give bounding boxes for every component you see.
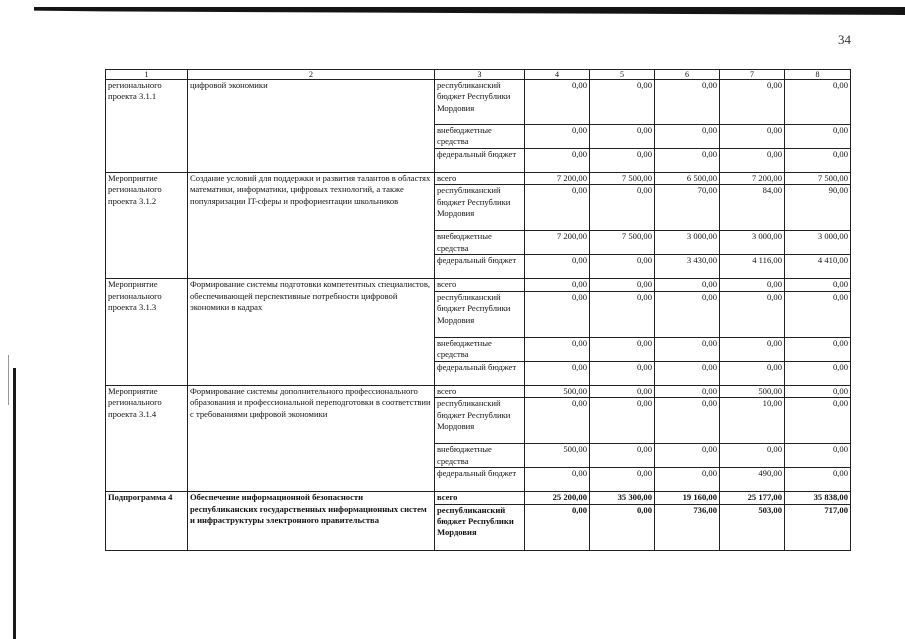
amount-cell: 7 200,00 bbox=[720, 173, 785, 185]
header-cell: 5 bbox=[590, 70, 655, 80]
amount-cell: 500,00 bbox=[525, 385, 590, 397]
header-cell: 8 bbox=[785, 70, 851, 80]
funding-source-cell: республиканский бюджет Республики Мордовия bbox=[435, 291, 525, 337]
amount-cell: 0,00 bbox=[785, 468, 851, 492]
amount-cell: 0,00 bbox=[720, 291, 785, 337]
amount-cell: 3 430,00 bbox=[655, 255, 720, 279]
amount-cell: 0,00 bbox=[785, 80, 851, 125]
funding-source-cell: всего bbox=[435, 279, 525, 291]
amount-cell: 0,00 bbox=[590, 291, 655, 337]
header-cell: 3 bbox=[435, 70, 525, 80]
amount-cell: 0,00 bbox=[785, 291, 851, 337]
amount-cell: 70,00 bbox=[655, 185, 720, 231]
amount-cell: 0,00 bbox=[525, 255, 590, 279]
scan-left-mark bbox=[8, 355, 9, 405]
amount-cell: 0,00 bbox=[655, 80, 720, 125]
amount-cell: 500,00 bbox=[525, 444, 590, 468]
amount-cell: 3 000,00 bbox=[655, 231, 720, 255]
activity-name-cell: регионального проекта 3.1.1 bbox=[106, 80, 188, 173]
amount-cell: 0,00 bbox=[525, 504, 590, 550]
funding-source-cell: республиканский бюджет Республики Мордовия bbox=[435, 185, 525, 231]
scan-top-border bbox=[34, 7, 905, 15]
budget-table bbox=[105, 69, 851, 551]
header-cell: 1 bbox=[106, 70, 188, 80]
amount-cell: 0,00 bbox=[720, 279, 785, 291]
amount-cell: 0,00 bbox=[525, 468, 590, 492]
amount-cell: 0,00 bbox=[525, 185, 590, 231]
table-row bbox=[106, 385, 851, 397]
amount-cell: 0,00 bbox=[590, 279, 655, 291]
amount-cell: 6 500,00 bbox=[655, 173, 720, 185]
amount-cell: 0,00 bbox=[590, 80, 655, 125]
amount-cell: 0,00 bbox=[525, 80, 590, 125]
funding-source-cell: всего bbox=[435, 173, 525, 185]
amount-cell: 0,00 bbox=[785, 385, 851, 397]
amount-cell: 0,00 bbox=[655, 385, 720, 397]
amount-cell: 0,00 bbox=[525, 149, 590, 173]
amount-cell: 0,00 bbox=[720, 149, 785, 173]
amount-cell: 0,00 bbox=[590, 468, 655, 492]
amount-cell: 0,00 bbox=[655, 468, 720, 492]
amount-cell: 0,00 bbox=[590, 444, 655, 468]
amount-cell: 0,00 bbox=[525, 337, 590, 361]
amount-cell: 7 200,00 bbox=[525, 231, 590, 255]
table-row bbox=[106, 173, 851, 185]
activity-description-cell: Обеспечение информационной безопасности республиканских государственных информационных систем и инфраструктуры электронного правительства bbox=[188, 492, 435, 550]
amount-cell: 0,00 bbox=[525, 291, 590, 337]
amount-cell: 4 410,00 bbox=[785, 255, 851, 279]
funding-source-cell: республиканский бюджет Республики Мордовия bbox=[435, 504, 525, 550]
page-number: 34 bbox=[838, 32, 851, 47]
amount-cell: 0,00 bbox=[720, 80, 785, 125]
amount-cell: 4 116,00 bbox=[720, 255, 785, 279]
amount-cell: 10,00 bbox=[720, 398, 785, 444]
activity-name-cell: Мероприятие регионального проекта 3.1.3 bbox=[106, 279, 188, 385]
activity-description-cell: Формирование системы дополнительного профессионального образования и профессиональной переподготовки в соответствии с требованиями цифровой экономики bbox=[188, 385, 435, 491]
amount-cell: 25 177,00 bbox=[720, 492, 785, 504]
amount-cell: 0,00 bbox=[590, 361, 655, 385]
activity-description-cell: цифровой экономики bbox=[188, 80, 435, 173]
amount-cell: 0,00 bbox=[720, 337, 785, 361]
amount-cell: 0,00 bbox=[785, 149, 851, 173]
amount-cell: 3 000,00 bbox=[720, 231, 785, 255]
funding-source-cell: федеральный бюджет bbox=[435, 361, 525, 385]
activity-name-cell: Мероприятие регионального проекта 3.1.4 bbox=[106, 385, 188, 491]
funding-source-cell: внебюджетные средства bbox=[435, 337, 525, 361]
funding-source-cell: федеральный бюджет bbox=[435, 468, 525, 492]
amount-cell: 0,00 bbox=[720, 361, 785, 385]
amount-cell: 0,00 bbox=[720, 444, 785, 468]
amount-cell: 503,00 bbox=[720, 504, 785, 550]
amount-cell: 84,00 bbox=[720, 185, 785, 231]
activity-description-cell: Формирование системы подготовки компетентных специалистов, обеспечивающей перспективные потребности цифровой экономики в кадрах bbox=[188, 279, 435, 385]
amount-cell: 0,00 bbox=[525, 361, 590, 385]
amount-cell: 0,00 bbox=[590, 255, 655, 279]
activity-name-cell: Подпрограмма 4 bbox=[106, 492, 188, 550]
amount-cell: 0,00 bbox=[720, 125, 785, 149]
amount-cell: 25 200,00 bbox=[525, 492, 590, 504]
amount-cell: 0,00 bbox=[590, 149, 655, 173]
amount-cell: 0,00 bbox=[590, 398, 655, 444]
funding-source-cell: внебюджетные средства bbox=[435, 125, 525, 149]
amount-cell: 0,00 bbox=[590, 185, 655, 231]
amount-cell: 0,00 bbox=[655, 444, 720, 468]
funding-source-cell: всего bbox=[435, 492, 525, 504]
amount-cell: 19 160,00 bbox=[655, 492, 720, 504]
amount-cell: 7 500,00 bbox=[785, 173, 851, 185]
amount-cell: 0,00 bbox=[655, 337, 720, 361]
amount-cell: 0,00 bbox=[785, 125, 851, 149]
table-row bbox=[106, 279, 851, 291]
funding-source-cell: республиканский бюджет Республики Мордовия bbox=[435, 398, 525, 444]
amount-cell: 0,00 bbox=[655, 361, 720, 385]
header-cell: 6 bbox=[655, 70, 720, 80]
amount-cell: 0,00 bbox=[655, 291, 720, 337]
amount-cell: 7 200,00 bbox=[525, 173, 590, 185]
amount-cell: 0,00 bbox=[785, 444, 851, 468]
activity-name-cell: Мероприятие регионального проекта 3.1.2 bbox=[106, 173, 188, 279]
amount-cell: 0,00 bbox=[655, 398, 720, 444]
amount-cell: 0,00 bbox=[655, 125, 720, 149]
amount-cell: 0,00 bbox=[655, 279, 720, 291]
funding-source-cell: внебюджетные средства bbox=[435, 231, 525, 255]
amount-cell: 0,00 bbox=[785, 279, 851, 291]
amount-cell: 7 500,00 bbox=[590, 173, 655, 185]
amount-cell: 0,00 bbox=[785, 361, 851, 385]
amount-cell: 0,00 bbox=[590, 385, 655, 397]
amount-cell: 90,00 bbox=[785, 185, 851, 231]
table-row bbox=[106, 492, 851, 504]
amount-cell: 0,00 bbox=[525, 398, 590, 444]
amount-cell: 3 000,00 bbox=[785, 231, 851, 255]
amount-cell: 0,00 bbox=[590, 337, 655, 361]
amount-cell: 0,00 bbox=[590, 504, 655, 550]
scan-left-edge bbox=[13, 368, 16, 639]
amount-cell: 35 300,00 bbox=[590, 492, 655, 504]
funding-source-cell: внебюджетные средства bbox=[435, 444, 525, 468]
header-row bbox=[106, 70, 851, 80]
funding-source-cell: республиканский бюджет Республики Мордовия bbox=[435, 80, 525, 125]
amount-cell: 0,00 bbox=[785, 337, 851, 361]
amount-cell: 0,00 bbox=[655, 149, 720, 173]
header-cell: 4 bbox=[525, 70, 590, 80]
amount-cell: 0,00 bbox=[590, 125, 655, 149]
funding-source-cell: всего bbox=[435, 385, 525, 397]
amount-cell: 0,00 bbox=[525, 125, 590, 149]
funding-source-cell: федеральный бюджет bbox=[435, 255, 525, 279]
amount-cell: 0,00 bbox=[525, 279, 590, 291]
funding-source-cell: федеральный бюджет bbox=[435, 149, 525, 173]
amount-cell: 35 838,00 bbox=[785, 492, 851, 504]
amount-cell: 7 500,00 bbox=[590, 231, 655, 255]
amount-cell: 490,00 bbox=[720, 468, 785, 492]
header-cell: 7 bbox=[720, 70, 785, 80]
amount-cell: 717,00 bbox=[785, 504, 851, 550]
table-row bbox=[106, 80, 851, 125]
amount-cell: 500,00 bbox=[720, 385, 785, 397]
header-cell: 2 bbox=[188, 70, 435, 80]
amount-cell: 0,00 bbox=[785, 398, 851, 444]
activity-description-cell: Создание условий для поддержки и развития талантов в областях математики, информатики, цифровых технологий, а также популяризации IT-сферы и профориентации школьников bbox=[188, 173, 435, 279]
amount-cell: 736,00 bbox=[655, 504, 720, 550]
